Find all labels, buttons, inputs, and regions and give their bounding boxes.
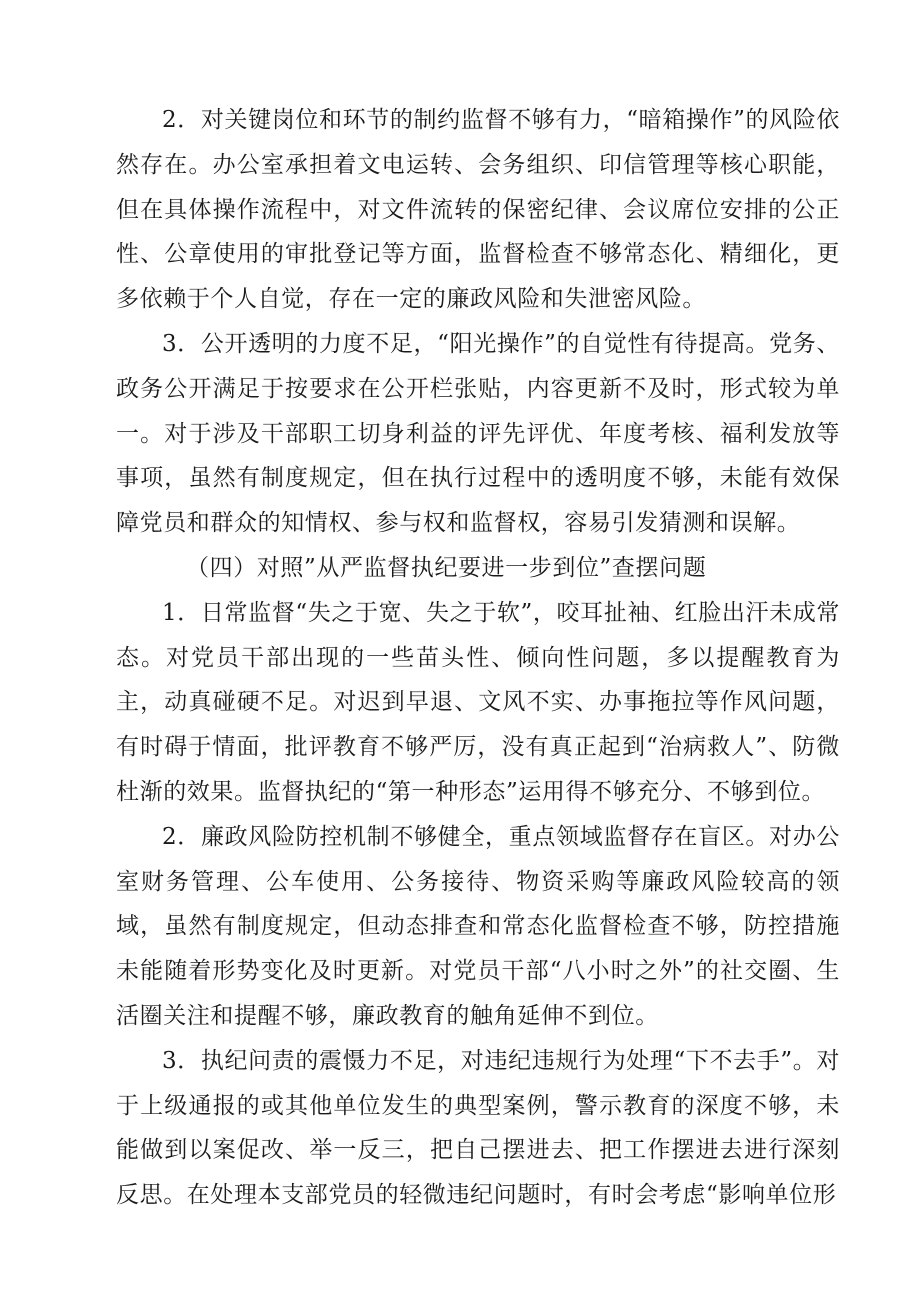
- paragraph-5: 3．执纪问责的震慑力不足，对违纪违规行为处理“下不去手”。对于上级通报的或其他单位发生的典型案例，警示教育的深度不够，未能做到以案促改、举一反三，把自己摆进去、把工作摆进去进行深刻反思。在处理本支部党员的轻微违纪问题时，有时会考虑“影响单位形: [116, 1047, 840, 1209]
- paragraph-4: 2．廉政风险防控机制不够健全，重点领域监督存在盲区。对办公室财务管理、公车使用、公务接待、物资采购等廉政风险较高的领域，虽然有制度规定，但动态排查和常态化监督检查不够，防控措施未能随着形势变化及时更新。对党员干部“八小时之外”的社交圈、生活圈关注和提醒不够，廉政教育的触角延伸不到位。: [116, 823, 840, 1029]
- section-heading: （四）对照”从严监督执纪要进一步到位”查摆问题: [186, 554, 707, 581]
- paragraph-2: 3．公开透明的力度不足，“阳光操作”的自觉性有待提高。党务、政务公开满足于按要求在公开栏张贴，内容更新不及时，形式较为单一。对于涉及干部职工切身利益的评先评优、年度考核、福利发放等事项，虽然有制度规定，但在执行过程中的透明度不够，未能有效保障党员和群众的知情权、参与权和监督权，容易引发猜测和误解。: [116, 330, 840, 537]
- document-body: [116, 98, 840, 1218]
- paragraph-3: 1．日常监督“失之于宽、失之于软”，咬耳扯袖、红脸出汗未成常态。对党员干部出现的一些苗头性、倾向性问题，多以提醒教育为主，动真碰硬不足。对迟到早退、文风不实、办事拖拉等作风问题，有时碍于情面，批评教育不够严厉，没有真正起到“治病救人”、防微杜渐的效果。监督执纪的“第一种形态”运用得不够充分、不够到位。: [116, 599, 840, 805]
- paragraph-1: 2．对关键岗位和环节的制约监督不够有力，“暗箱操作”的风险依然存在。办公室承担着文电运转、会务组织、印信管理等核心职能，但在具体操作流程中，对文件流转的保密纪律、会议席位安排的公正性、公章使用的审批登记等方面，监督检查不够常态化、精细化，更多依赖于个人自觉，存在一定的廉政风险和失泄密风险。: [116, 107, 840, 313]
